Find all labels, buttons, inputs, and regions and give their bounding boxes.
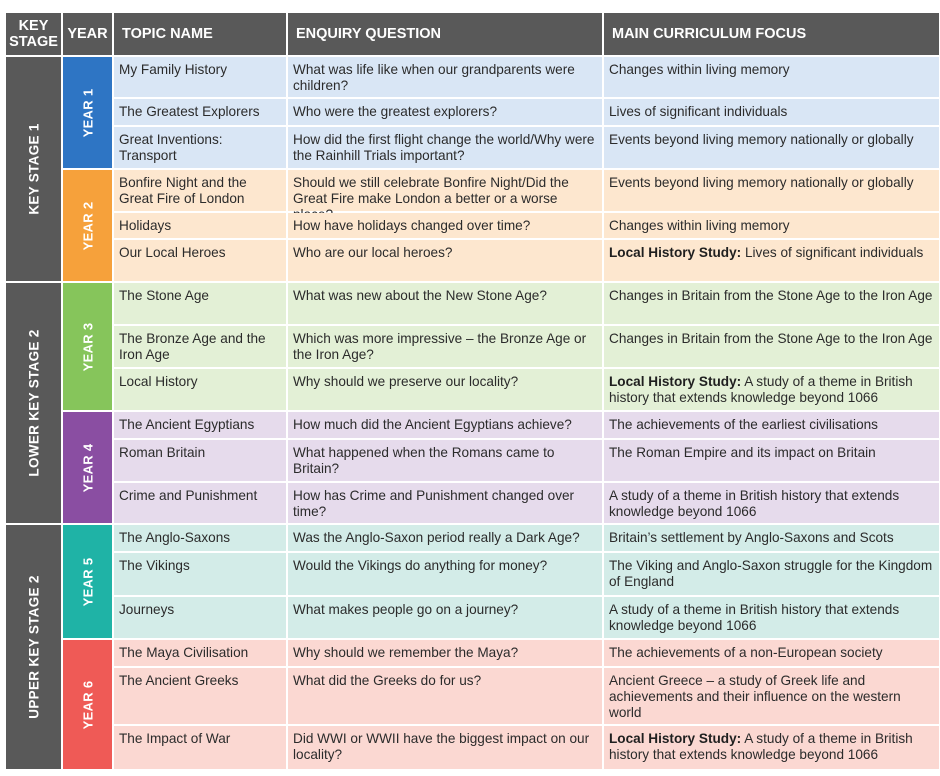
focus-cell [604,726,939,769]
topic-cell: Journeys [114,597,286,638]
topic-cell: Crime and Punishment [114,483,286,523]
stage-upper-key-stage-2 [6,525,61,769]
year-1 [63,57,112,168]
enquiry-cell: How has Crime and Punishment changed over time? [288,483,602,523]
topic-cell: The Stone Age [114,283,286,324]
enquiry-cell: What was life like when our grandparents were children? [288,57,602,97]
focus-cell [604,668,939,724]
focus-text: The achievements of the earliest civilisations [609,417,878,432]
year-4 [63,412,112,523]
focus-text: The Roman Empire and its impact on Britain [609,445,876,460]
focus-text: Events beyond living memory nationally or globally [609,132,914,147]
focus-cell [604,553,939,595]
focus-cell [604,57,939,97]
topic-cell: The Bronze Age and the Iron Age [114,326,286,367]
focus-cell [604,412,939,438]
focus-text: Events beyond living memory nationally or globally [609,175,914,190]
topic-cell: The Vikings [114,553,286,595]
topic-cell: Great Inventions: Transport [114,127,286,168]
header-enquiry: ENQUIRY QUESTION [288,13,602,55]
focus-cell [604,283,939,324]
stage-label: UPPER KEY STAGE 2 [26,575,41,719]
enquiry-cell: Why should we remember the Maya? [288,640,602,666]
year-label: YEAR 2 [80,201,95,250]
enquiry-cell: Which was more impressive – the Bronze Age or the Iron Age? [288,326,602,367]
topic-cell: The Ancient Greeks [114,668,286,724]
focus-cell [604,127,939,168]
enquiry-cell: Who are our local heroes? [288,240,602,281]
focus-cell [604,640,939,666]
enquiry-cell: What happened when the Romans came to Britain? [288,440,602,481]
stage-label: KEY STAGE 1 [26,123,41,215]
focus-text: Britain’s settlement by Anglo-Saxons and Scots [609,530,894,545]
focus-text: The achievements of a non-European society [609,645,883,660]
topic-cell: The Greatest Explorers [114,99,286,125]
focus-cell [604,440,939,481]
topic-cell: The Anglo-Saxons [114,525,286,551]
year-label: YEAR 6 [80,680,95,729]
focus-text: Changes within living memory [609,62,790,77]
year-3 [63,283,112,410]
focus-cell [604,326,939,367]
stage-key-stage-1 [6,57,61,281]
focus-cell [604,369,939,410]
topic-cell: Holidays [114,213,286,238]
focus-bold-label: Local History Study: [609,245,742,260]
focus-text: Lives of significant individuals [741,245,924,260]
year-2 [63,170,112,281]
topic-cell: The Ancient Egyptians [114,412,286,438]
focus-cell [604,213,939,238]
enquiry-cell: Should we still celebrate Bonfire Night/Did the Great Fire make London a better or a worse [288,170,602,211]
enquiry-cell: How much did the Ancient Egyptians achieve? [288,412,602,438]
enquiry-cell: What makes people go on a journey? [288,597,602,638]
year-label: YEAR 4 [80,443,95,492]
focus-cell [604,170,939,211]
focus-text: Changes in Britain from the Stone Age to the Iron Age [609,288,933,303]
enquiry-cell: Who were the greatest explorers? [288,99,602,125]
year-6 [63,640,112,769]
enquiry-cell: Would the Vikings do anything for money? [288,553,602,595]
header-key-stage-line1: KEY [18,18,49,34]
stage-label: LOWER KEY STAGE 2 [26,329,41,477]
enquiry-cell: What did the Greeks do for us? [288,668,602,724]
header-year: YEAR [63,13,112,55]
topic-cell: Our Local Heroes [114,240,286,281]
stage-lower-key-stage-2 [6,283,61,523]
year-label: YEAR 1 [80,88,95,137]
focus-text: Ancient Greece – a study of Greek life and achievements and their influence on the western world [609,673,901,720]
header-topic: TOPIC NAME [114,13,286,55]
focus-text: A study of a theme in British history that extends knowledge beyond 1066 [609,488,900,519]
focus-text: The Viking and Anglo-Saxon struggle for the Kingdom of England [609,558,933,589]
topic-cell: Roman Britain [114,440,286,481]
focus-text: Changes in Britain from the Stone Age to the Iron Age [609,331,933,346]
topic-cell: My Family History [114,57,286,97]
topic-cell: The Impact of War [114,726,286,769]
enquiry-cell: How did the first flight change the world/Why were the Rainhill Trials important? [288,127,602,168]
focus-cell [604,99,939,125]
focus-bold-label: Local History Study: [609,731,742,746]
focus-text: Changes within living memory [609,218,790,233]
header-key-stage [6,13,61,55]
focus-text: A study of a theme in British history that extends knowledge beyond 1066 [609,374,913,405]
focus-text: A study of a theme in British history that extends knowledge beyond 1066 [609,731,913,762]
header-key-stage-line2: STAGE [9,34,58,50]
year-label: YEAR 3 [80,322,95,371]
header-focus: MAIN CURRICULUM FOCUS [604,13,939,55]
focus-cell [604,483,939,523]
focus-cell [604,240,939,281]
topic-cell: The Maya Civilisation [114,640,286,666]
enquiry-cell: How have holidays changed over time? [288,213,602,238]
enquiry-cell: What was new about the New Stone Age? [288,283,602,324]
focus-text: A study of a theme in British history that extends knowledge beyond 1066 [609,602,900,633]
enquiry-cell: Why should we preserve our locality? [288,369,602,410]
focus-text: Lives of significant individuals [609,104,788,119]
focus-bold-label: Local History Study: [609,374,742,389]
year-label: YEAR 5 [80,557,95,606]
enquiry-cell: Was the Anglo-Saxon period really a Dark Age? [288,525,602,551]
topic-cell: Local History [114,369,286,410]
focus-cell [604,525,939,551]
enquiry-cell: Did WWI or WWII have the biggest impact on our locality? [288,726,602,769]
focus-cell [604,597,939,638]
year-5 [63,525,112,638]
topic-cell: Bonfire Night and the Great Fire of London [114,170,286,211]
